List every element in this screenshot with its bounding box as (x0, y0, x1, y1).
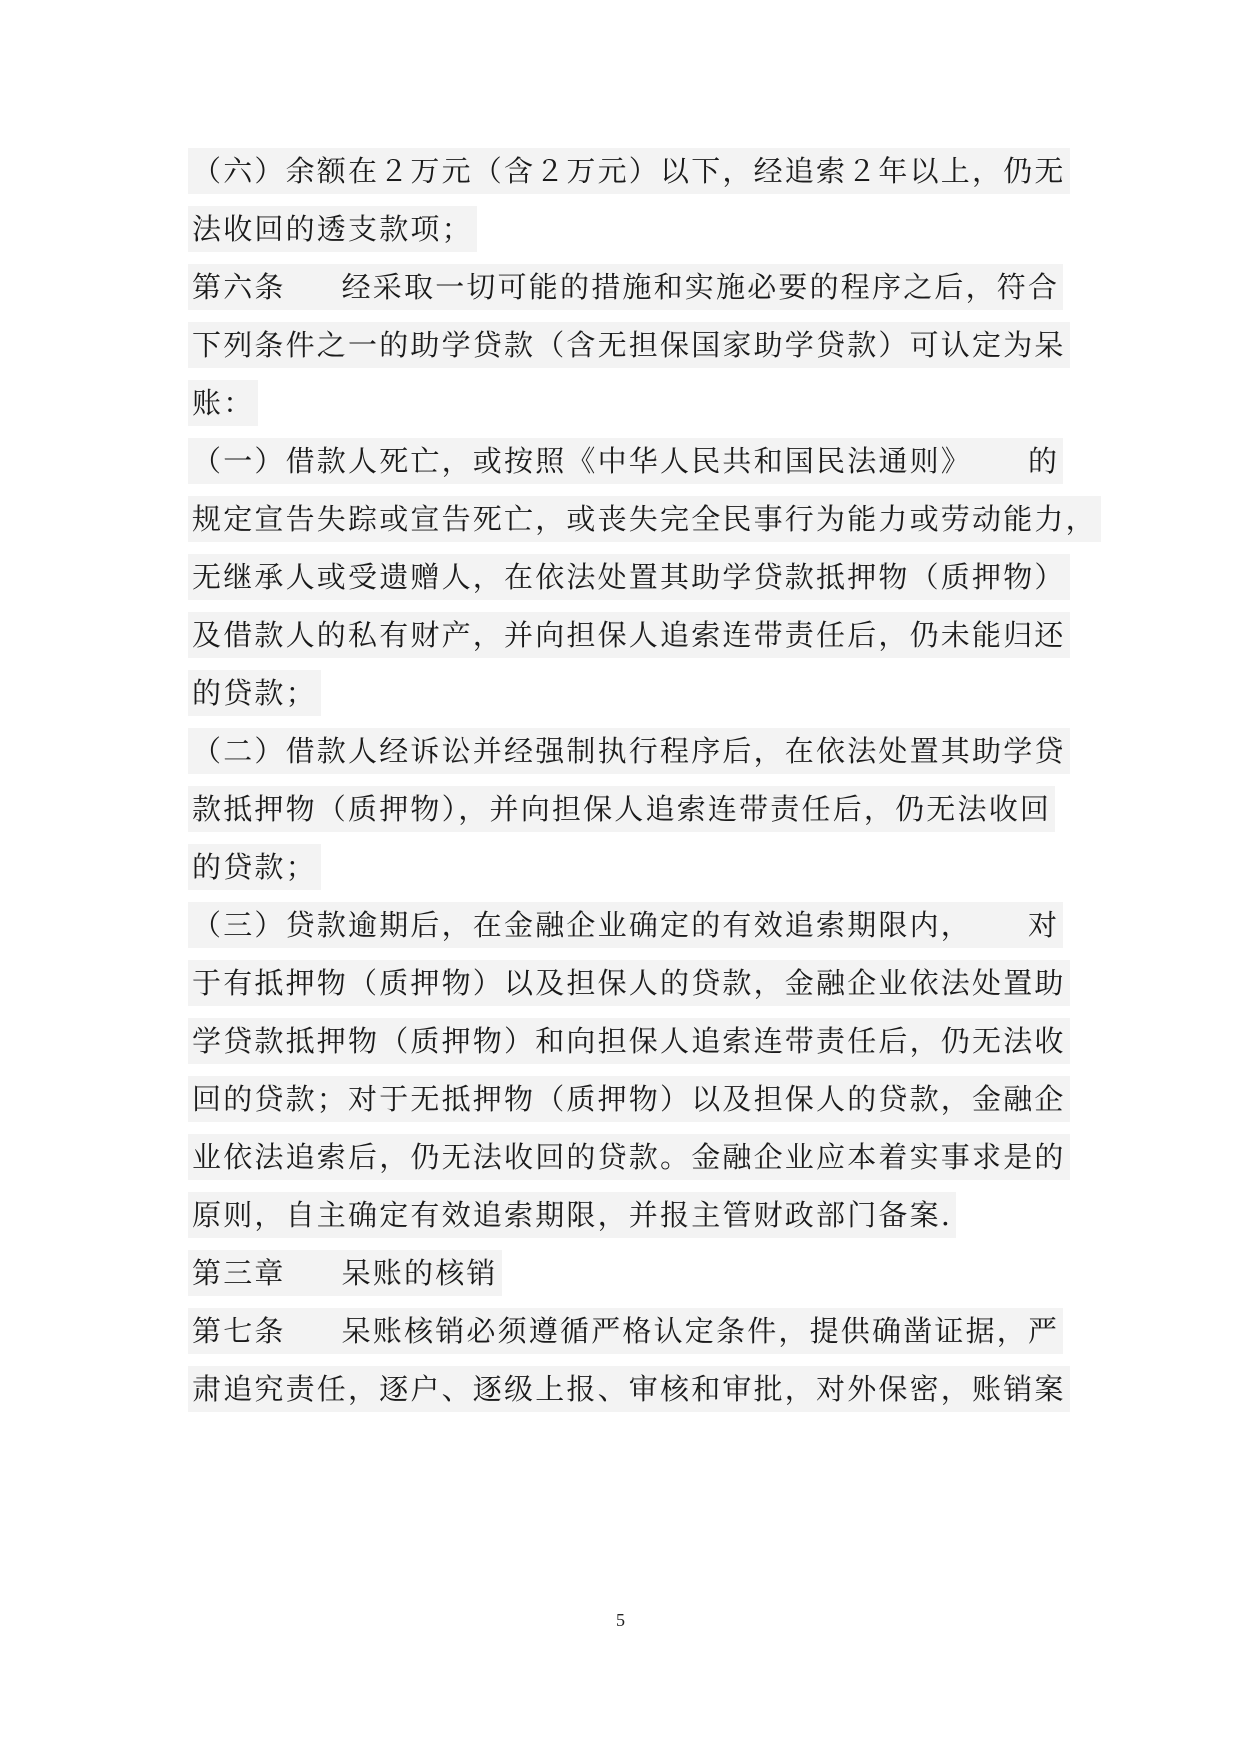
page-number: 5 (616, 1610, 625, 1630)
chapter-heading-line (188, 1250, 502, 1296)
article-heading-line: 第七条 呆账核销必须遵循严格认定条件，提供确凿证据，严 (188, 1308, 1063, 1354)
text-line: 无继承人或受遗赠人，在依法处置其助学贷款抵押物（质押物） (188, 554, 1070, 600)
article-number: 第六条 (192, 270, 286, 304)
text-line: 肃追究责任，逐户、逐级上报、审核和审批，对外保密，账销案 (188, 1366, 1070, 1412)
chapter-number: 第三章 (192, 1256, 286, 1290)
text-line: 账： (188, 380, 258, 426)
text-line: 的贷款； (188, 844, 321, 890)
text-line: 于有抵押物（质押物）以及担保人的贷款，金融企业依法处置助 (188, 960, 1070, 1006)
text-line: 学贷款抵押物（质押物）和向担保人追索连带责任后，仍无法收 (188, 1018, 1070, 1064)
text-line: 回的贷款；对于无抵押物（质押物）以及担保人的贷款，金融企 (188, 1076, 1070, 1122)
text-line: 规定宣告失踪或宣告死亡，或丧失完全民事行为能力或劳动能力， (188, 496, 1101, 542)
article-heading-line: 第六条 经采取一切可能的措施和实施必要的程序之后，符合 (188, 264, 1063, 310)
text-line: （一）借款人死亡，或按照《中华人民共和国民法通则》 的 (188, 438, 1063, 484)
text-line: 下列条件之一的助学贷款（含无担保国家助学贷款）可认定为呆 (188, 322, 1070, 368)
text-line: （六）余额在２万元（含２万元）以下，经追索２年以上，仍无 (188, 148, 1070, 194)
chapter-title: 呆账的核销 (341, 1256, 498, 1290)
text-line: 款抵押物（质押物），并向担保人追索连带责任后，仍无法收回 (188, 786, 1055, 832)
text-line: 的贷款； (188, 670, 321, 716)
text-line: （二）借款人经诉讼并经强制执行程序后，在依法处置其助学贷 (188, 728, 1070, 774)
text-line: 及借款人的私有财产，并向担保人追索连带责任后，仍未能归还 (188, 612, 1070, 658)
text-line: 原则，自主确定有效追索期限，并报主管财政部门备案. (188, 1192, 956, 1238)
text-line: 业依法追索后，仍无法收回的贷款。金融企业应本着实事求是的 (188, 1134, 1070, 1180)
text-line: （三）贷款逾期后，在金融企业确定的有效追索期限内， 对 (188, 902, 1063, 948)
text-line: 法收回的透支款项； (188, 206, 477, 252)
article-number: 第七条 (192, 1314, 286, 1348)
